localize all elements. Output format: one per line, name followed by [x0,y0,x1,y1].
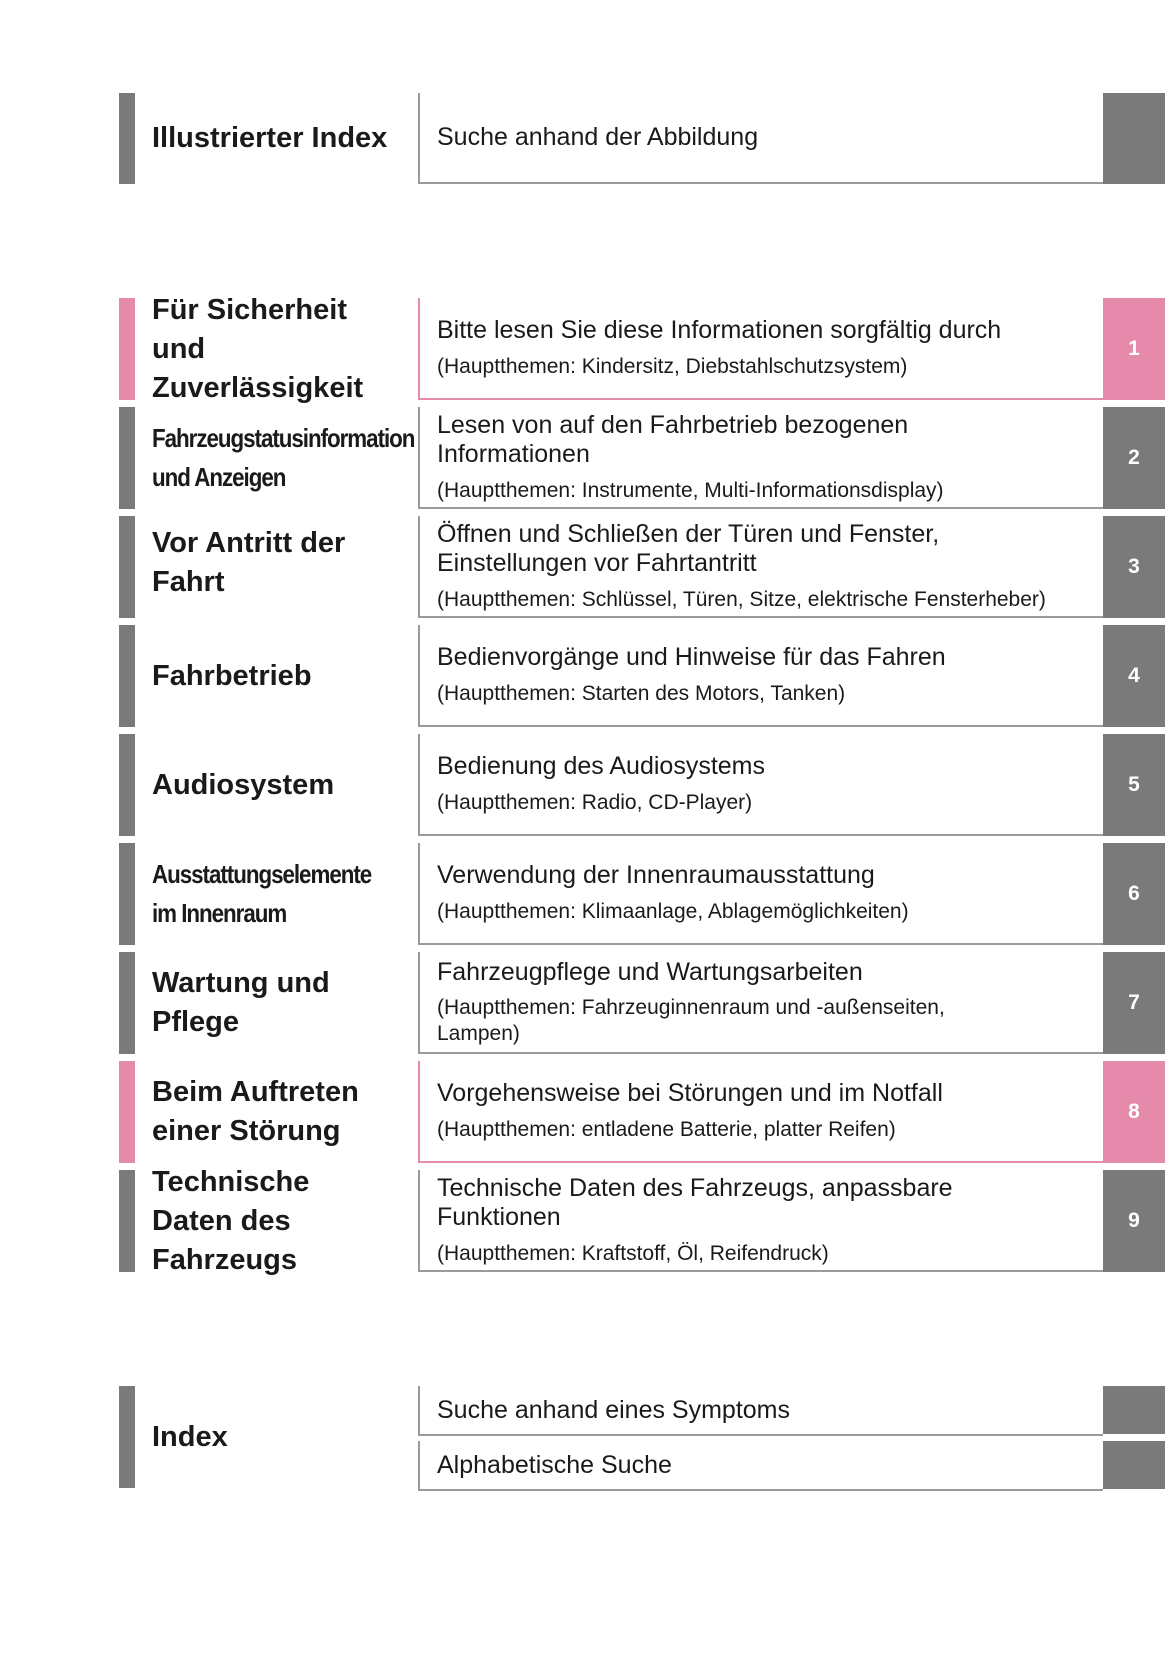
chapter-tab[interactable]: 6 [1103,843,1165,945]
chapter-topics: (Hauptthemen: Kindersitz, Diebstahlschutzsystem) [437,355,908,378]
chapter-title: Fahrbetrieb [152,659,312,692]
chapter-tab[interactable]: 7 [1103,952,1165,1054]
index-title: Index [152,1420,228,1453]
chapter-topics: (Hauptthemen: entladene Batterie, platter Reifen) [437,1118,896,1141]
chapter-description: Technische Daten des Fahrzeugs, anpassbare Funktionen [437,1173,953,1231]
chapter-row-9[interactable] [0,1165,1165,1276]
chapter-description-box [418,625,1103,727]
chapter-description-box [418,516,1103,618]
chapter-topics: (Hauptthemen: Instrumente, Multi-Informationsdisplay) [437,478,944,502]
section-bar [119,1170,135,1272]
chapter-description-box [418,1061,1103,1163]
chapter-tab[interactable]: 8 [1103,1061,1165,1163]
chapter-title: Vor Antritt der Fahrt [152,527,346,598]
chapter-description: Bedienung des Audiosystems [437,752,765,780]
chapter-topics: (Hauptthemen: Kraftstoff, Öl, Reifendruck) [437,1241,829,1265]
chapter-row-3[interactable] [0,516,1165,618]
chapter-row-7[interactable] [0,952,1165,1054]
chapter-description-box [418,1170,1103,1272]
chapter-title: Wartung und Pflege [152,967,330,1038]
index-tab-alphabetical[interactable] [1103,1441,1165,1489]
chapter-description-box [418,952,1103,1054]
section-bar [119,516,135,618]
chapter-tab[interactable]: 3 [1103,516,1165,618]
chapter-title: Audiosystem [152,768,335,801]
chapter-row-4[interactable] [0,625,1165,727]
chapter-description: Öffnen und Schließen der Türen und Fenster, Einstellungen vor Fahrtantritt [437,519,940,577]
chapter-row-1[interactable] [0,293,1165,404]
intro-tab[interactable] [1103,93,1165,184]
index-item-symptom[interactable]: Suche anhand eines Symptoms [418,1386,1103,1436]
chapter-tab[interactable]: 2 [1103,407,1165,509]
section-bar [119,1386,135,1488]
section-bar [119,298,135,400]
chapter-title: Beim Auftreten einer Störung [152,1076,359,1147]
chapter-topics: (Hauptthemen: Starten des Motors, Tanken) [437,682,846,705]
chapter-tab[interactable]: 1 [1103,298,1165,400]
chapter-topics: (Hauptthemen: Klimaanlage, Ablagemöglichkeiten) [437,900,909,923]
section-bar [119,734,135,836]
section-bar [119,843,135,945]
chapter-description: Verwendung der Innenraumausstattung [437,861,875,889]
index-item-alphabetical[interactable]: Alphabetische Suche [418,1441,1103,1491]
chapter-topics: (Hauptthemen: Radio, CD-Player) [437,791,753,814]
chapter-tab[interactable]: 9 [1103,1170,1165,1272]
section-bar [119,407,135,509]
chapter-topics: (Hauptthemen: Fahrzeuginnenraum und -außenseiten, Lampen) [437,995,945,1045]
chapter-description: Lesen von auf den Fahrbetrieb bezogenen Informationen [437,410,909,468]
chapter-title: Ausstattungselemente im Innenraum [152,859,372,928]
chapter-description: Vorgehensweise bei Störungen und im Notfall [437,1079,943,1107]
intro-description: Suche anhand der Abbildung [437,123,759,151]
chapter-title: Für Sicherheit und Zuverlässigkeit [152,293,364,404]
chapter-row-6[interactable] [0,843,1165,945]
section-bar [119,93,135,184]
chapter-description: Bitte lesen Sie diese Informationen sorgfältig durch [437,316,1002,344]
section-bar [119,952,135,1054]
chapter-row-8[interactable] [0,1061,1165,1163]
chapter-description: Fahrzeugpflege und Wartungsarbeiten [437,957,863,986]
chapter-title: Technische Daten des Fahrzeugs [152,1165,310,1276]
chapter-description-box [418,843,1103,945]
chapter-description-box [418,298,1103,400]
chapter-title: Fahrzeugstatusinformation und Anzeigen [152,423,415,492]
chapter-description: Bedienvorgänge und Hinweise für das Fahren [437,643,946,671]
index-row [0,1386,1165,1488]
chapter-description-box [418,734,1103,836]
chapter-tab[interactable]: 4 [1103,625,1165,727]
chapter-row-2[interactable] [0,407,1165,509]
index-tab-symptom[interactable] [1103,1386,1165,1434]
section-bar [119,625,135,727]
intro-description-box [418,93,1103,184]
intro-title: Illustrierter Index [152,122,388,154]
intro-row[interactable] [0,93,1165,184]
chapter-row-5[interactable] [0,734,1165,836]
chapter-tab[interactable]: 5 [1103,734,1165,836]
chapter-description-box [418,407,1103,509]
section-bar [119,1061,135,1163]
chapter-topics: (Hauptthemen: Schlüssel, Türen, Sitze, elektrische Fensterheber) [437,587,1046,611]
